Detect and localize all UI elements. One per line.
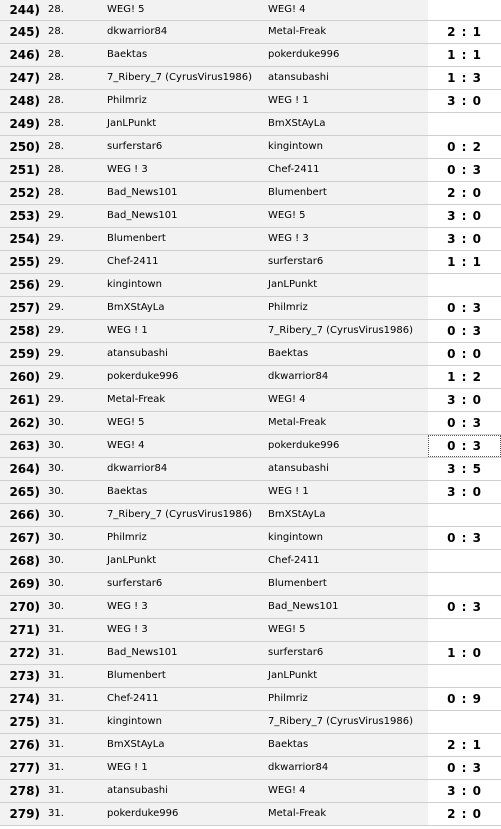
away-player-cell: Blumenbert (268, 578, 327, 589)
table-row (0, 757, 501, 780)
matchday-cell: 29. (48, 371, 64, 382)
away-player-cell: Baektas (268, 739, 309, 750)
match-number: 262) (9, 416, 40, 430)
matchday-cell: 31. (48, 624, 64, 635)
result-cell[interactable]: 0 : 3 (428, 435, 501, 457)
table-row (0, 113, 501, 136)
match-number: 273) (9, 669, 40, 683)
table-row (0, 67, 501, 90)
matchday-cell: 31. (48, 716, 64, 727)
table-row (0, 343, 501, 366)
matchday-cell: 28. (48, 4, 64, 15)
matchday-cell: 30. (48, 417, 64, 428)
away-player-cell: dkwarrior84 (268, 762, 329, 773)
match-number: 276) (9, 738, 40, 752)
table-row (0, 642, 501, 665)
home-player-cell: Chef-2411 (107, 256, 159, 267)
match-number: 247) (9, 71, 40, 85)
match-number: 279) (9, 807, 40, 821)
home-player-cell: kingintown (107, 716, 162, 727)
away-player-cell: Philmriz (268, 302, 308, 313)
matchday-cell: 30. (48, 578, 64, 589)
matchday-cell: 28. (48, 26, 64, 37)
home-player-cell: WEG! 5 (107, 417, 145, 428)
matchday-cell: 30. (48, 486, 64, 497)
home-player-cell: Blumenbert (107, 670, 166, 681)
match-number: 259) (9, 347, 40, 361)
table-row (0, 90, 501, 113)
home-player-cell: JanLPunkt (107, 118, 157, 129)
match-number: 269) (9, 577, 40, 591)
matchday-cell: 31. (48, 739, 64, 750)
home-player-cell: WEG ! 3 (107, 164, 148, 175)
table-row (0, 182, 501, 205)
match-number: 248) (9, 94, 40, 108)
match-number: 257) (9, 301, 40, 315)
table-row (0, 44, 501, 67)
away-player-cell: WEG ! 1 (268, 95, 309, 106)
result-cell[interactable]: 0 : 3 (428, 527, 501, 549)
away-player-cell: Chef-2411 (268, 164, 320, 175)
match-number: 265) (9, 485, 40, 499)
home-player-cell: 7_Ribery_7 (CyrusVirus1986) (107, 509, 253, 520)
match-number: 274) (9, 692, 40, 706)
matchday-cell: 31. (48, 647, 64, 658)
matchday-cell: 31. (48, 785, 64, 796)
table-row (0, 550, 501, 573)
away-player-cell: WEG! 4 (268, 4, 306, 15)
table-row (0, 366, 501, 389)
result-cell[interactable] (428, 550, 501, 572)
match-number: 268) (9, 554, 40, 568)
result-cell[interactable]: 1 : 2 (428, 366, 501, 388)
match-number: 275) (9, 715, 40, 729)
away-player-cell: BmXStAyLa (268, 509, 326, 520)
table-row (0, 504, 501, 527)
table-row (0, 711, 501, 734)
table-row (0, 665, 501, 688)
away-player-cell: JanLPunkt (268, 670, 318, 681)
result-cell[interactable]: 0 : 9 (428, 688, 501, 710)
away-player-cell: Metal-Freak (268, 417, 327, 428)
matchday-cell: 30. (48, 440, 64, 451)
away-player-cell: WEG ! 1 (268, 486, 309, 497)
table-row (0, 458, 501, 481)
away-player-cell: Bad_News101 (268, 601, 339, 612)
table-row (0, 251, 501, 274)
result-cell[interactable]: 3 : 0 (428, 481, 501, 503)
home-player-cell: Chef-2411 (107, 693, 159, 704)
matchday-cell: 29. (48, 210, 64, 221)
table-row (0, 228, 501, 251)
result-cell[interactable]: 1 : 3 (428, 67, 501, 89)
match-number: 245) (9, 25, 40, 39)
home-player-cell: surferstar6 (107, 578, 163, 589)
away-player-cell: pokerduke996 (268, 440, 340, 451)
table-row (0, 435, 501, 458)
table-row (0, 688, 501, 711)
away-player-cell: JanLPunkt (268, 279, 318, 290)
table-row (0, 734, 501, 757)
match-number: 270) (9, 600, 40, 614)
result-cell[interactable]: 1 : 0 (428, 642, 501, 664)
home-player-cell: Blumenbert (107, 233, 166, 244)
table-row (0, 481, 501, 504)
result-cell[interactable] (428, 619, 501, 641)
match-number: 258) (9, 324, 40, 338)
match-number: 278) (9, 784, 40, 798)
home-player-cell: WEG ! 3 (107, 601, 148, 612)
home-player-cell: kingintown (107, 279, 162, 290)
match-number: 256) (9, 278, 40, 292)
match-number: 244) (9, 3, 40, 17)
table-row (0, 412, 501, 435)
home-player-cell: Baektas (107, 486, 148, 497)
matchday-cell: 28. (48, 72, 64, 83)
result-cell[interactable]: 0 : 2 (428, 136, 501, 158)
matchday-cell: 28. (48, 141, 64, 152)
home-player-cell: WEG ! 1 (107, 762, 148, 773)
match-number: 254) (9, 232, 40, 246)
result-cell[interactable] (428, 573, 501, 595)
away-player-cell: surferstar6 (268, 256, 324, 267)
matchday-cell: 30. (48, 509, 64, 520)
table-row (0, 527, 501, 550)
away-player-cell: BmXStAyLa (268, 118, 326, 129)
table-row (0, 274, 501, 297)
match-number: 264) (9, 462, 40, 476)
away-player-cell: Blumenbert (268, 187, 327, 198)
table-row (0, 297, 501, 320)
result-cell[interactable]: 1 : 1 (428, 251, 501, 273)
away-player-cell: atansubashi (268, 72, 329, 83)
result-cell[interactable]: 1 : 1 (428, 44, 501, 66)
result-cell[interactable]: 2 : 1 (428, 734, 501, 756)
matchday-cell: 29. (48, 325, 64, 336)
result-cell[interactable]: 3 : 5 (428, 458, 501, 480)
match-number: 252) (9, 186, 40, 200)
result-cell[interactable]: 2 : 0 (428, 803, 501, 825)
matchday-cell: 29. (48, 256, 64, 267)
table-row (0, 205, 501, 228)
home-player-cell: Bad_News101 (107, 210, 178, 221)
match-number: 250) (9, 140, 40, 154)
result-cell[interactable] (428, 665, 501, 687)
away-player-cell: 7_Ribery_7 (CyrusVirus1986) (268, 716, 414, 727)
matchday-cell: 29. (48, 348, 64, 359)
matchday-cell: 29. (48, 302, 64, 313)
home-player-cell: surferstar6 (107, 141, 163, 152)
result-cell[interactable]: 2 : 1 (428, 21, 501, 43)
match-number: 272) (9, 646, 40, 660)
away-player-cell: kingintown (268, 532, 323, 543)
match-number: 261) (9, 393, 40, 407)
result-cell[interactable]: 3 : 0 (428, 389, 501, 411)
home-player-cell: Metal-Freak (107, 394, 166, 405)
matchday-cell: 30. (48, 555, 64, 566)
matchday-cell: 30. (48, 532, 64, 543)
home-player-cell: Philmriz (107, 95, 147, 106)
match-number: 255) (9, 255, 40, 269)
result-cell[interactable]: 0 : 3 (428, 412, 501, 434)
table-row (0, 619, 501, 642)
result-cell[interactable] (428, 274, 501, 296)
result-cell[interactable]: 3 : 0 (428, 90, 501, 112)
away-player-cell: WEG! 5 (268, 624, 306, 635)
matchday-cell: 31. (48, 693, 64, 704)
home-player-cell: Baektas (107, 49, 148, 60)
matchday-cell: 30. (48, 601, 64, 612)
matchday-cell: 28. (48, 187, 64, 198)
table-row (0, 0, 501, 21)
result-cell[interactable]: 0 : 3 (428, 596, 501, 618)
match-number: 267) (9, 531, 40, 545)
result-cell[interactable]: 3 : 0 (428, 205, 501, 227)
matchday-cell: 30. (48, 463, 64, 474)
matchday-cell: 28. (48, 95, 64, 106)
away-player-cell: dkwarrior84 (268, 371, 329, 382)
home-player-cell: pokerduke996 (107, 808, 179, 819)
home-player-cell: Bad_News101 (107, 647, 178, 658)
result-cell[interactable]: 2 : 0 (428, 182, 501, 204)
matchday-cell: 28. (48, 49, 64, 60)
matchday-cell: 29. (48, 233, 64, 244)
away-player-cell: Chef-2411 (268, 555, 320, 566)
home-player-cell: WEG! 4 (107, 440, 145, 451)
home-player-cell: BmXStAyLa (107, 302, 165, 313)
matchday-cell: 31. (48, 762, 64, 773)
result-cell[interactable]: 0 : 3 (428, 297, 501, 319)
result-cell[interactable]: 3 : 0 (428, 228, 501, 250)
away-player-cell: WEG! 5 (268, 210, 306, 221)
away-player-cell: WEG! 4 (268, 785, 306, 796)
home-player-cell: atansubashi (107, 348, 168, 359)
matchday-cell: 31. (48, 808, 64, 819)
away-player-cell: 7_Ribery_7 (CyrusVirus1986) (268, 325, 414, 336)
result-cell[interactable] (428, 113, 501, 135)
home-player-cell: atansubashi (107, 785, 168, 796)
table-row (0, 596, 501, 619)
table-row (0, 21, 501, 44)
match-number: 266) (9, 508, 40, 522)
table-row (0, 573, 501, 596)
result-cell[interactable] (428, 504, 501, 526)
matchday-cell: 29. (48, 279, 64, 290)
result-cell[interactable]: 0 : 3 (428, 757, 501, 779)
home-player-cell: WEG ! 1 (107, 325, 148, 336)
away-player-cell: WEG ! 3 (268, 233, 309, 244)
home-player-cell: WEG ! 3 (107, 624, 148, 635)
result-cell[interactable]: 0 : 3 (428, 320, 501, 342)
away-player-cell: Philmriz (268, 693, 308, 704)
home-player-cell: WEG! 5 (107, 4, 145, 15)
home-player-cell: 7_Ribery_7 (CyrusVirus1986) (107, 72, 253, 83)
match-number: 246) (9, 48, 40, 62)
away-player-cell: surferstar6 (268, 647, 324, 658)
home-player-cell: pokerduke996 (107, 371, 179, 382)
result-cell[interactable]: 0 : 0 (428, 343, 501, 365)
result-cell[interactable] (428, 0, 501, 20)
table-row (0, 320, 501, 343)
home-player-cell: dkwarrior84 (107, 26, 168, 37)
table-row (0, 136, 501, 159)
result-cell[interactable]: 0 : 3 (428, 159, 501, 181)
result-cell[interactable] (428, 711, 501, 733)
match-number: 249) (9, 117, 40, 131)
matchday-cell: 28. (48, 118, 64, 129)
table-row (0, 389, 501, 412)
table-row (0, 159, 501, 182)
home-player-cell: Philmriz (107, 532, 147, 543)
away-player-cell: Baektas (268, 348, 309, 359)
matchday-cell: 29. (48, 394, 64, 405)
matchday-cell: 31. (48, 670, 64, 681)
home-player-cell: dkwarrior84 (107, 463, 168, 474)
home-player-cell: BmXStAyLa (107, 739, 165, 750)
home-player-cell: JanLPunkt (107, 555, 157, 566)
match-number: 253) (9, 209, 40, 223)
home-player-cell: Bad_News101 (107, 187, 178, 198)
match-number: 251) (9, 163, 40, 177)
match-number: 277) (9, 761, 40, 775)
away-player-cell: pokerduke996 (268, 49, 340, 60)
match-number: 263) (9, 439, 40, 453)
away-player-cell: kingintown (268, 141, 323, 152)
away-player-cell: atansubashi (268, 463, 329, 474)
matchday-cell: 28. (48, 164, 64, 175)
away-player-cell: WEG! 4 (268, 394, 306, 405)
table-row (0, 803, 501, 826)
match-number: 271) (9, 623, 40, 637)
match-number: 260) (9, 370, 40, 384)
away-player-cell: Metal-Freak (268, 26, 327, 37)
away-player-cell: Metal-Freak (268, 808, 327, 819)
table-row (0, 780, 501, 803)
result-cell[interactable]: 3 : 0 (428, 780, 501, 802)
